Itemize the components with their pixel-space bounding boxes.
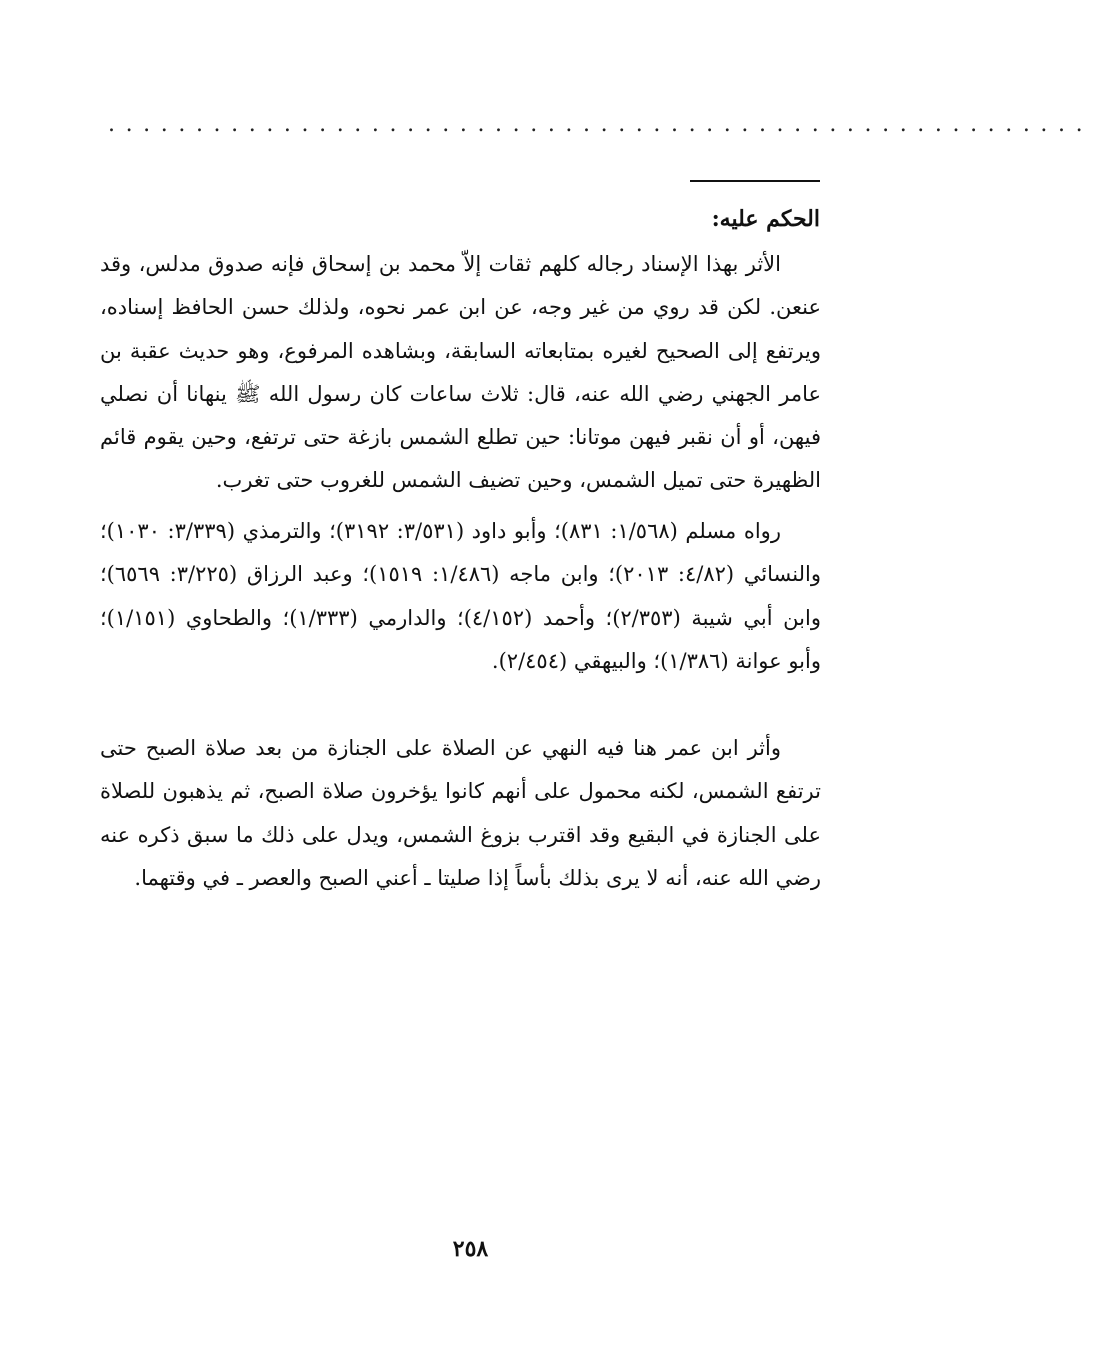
paragraph-text: الأثر بهذا الإسناد رجاله كلهم ثقات إلاّ محمد بن إسحاق فإنه صدوق مدلس، وقد عنعن. لكن قد روي من غير وجه، عن ابن عمر نحوه، ولذلك حسن الحافظ إسناده، ويرتفع إلى الصحيح لغيره بمتابعاته السابقة، وبشاهده المرفوع، وهو حديث عقبة بن عامر الجهني رضي الله عنه، قال: ثلاث ساعات كان رسول الله ﷺ ينهانا أن نصلي فيهن، أو أن نقبر فيهن موتانا: حين تطلع الشمس بازغة حتى ترتفع، وحين يقوم قائم الظهيرة حتى تميل الشمس، وحين تضيف الشمس للغروب حتى تغرب.	[100, 252, 821, 493]
references-paragraph	[100, 510, 821, 683]
ruling-paragraph	[100, 243, 821, 503]
paragraph-text: وأثر ابن عمر هنا فيه النهي عن الصلاة على الجنازة من بعد صلاة الصبح حتى ترتفع الشمس، لكنه محمول على أنهم كانوا يؤخرون صلاة الصبح، ثم يذهبون للصلاة على الجنازة في البقيع وقد اقترب بزوغ الشمس، ويدل على ذلك ما سبق ذكره عنه رضي الله عنه، أنه لا يرى بذلك بأساً إذا صليتا ـ أعني الصبح والعصر ـ في وقتهما.	[100, 736, 821, 890]
footnote-rule	[690, 180, 820, 182]
dotted-separator: ........................................................	[108, 112, 1093, 137]
page-number: ٢٥٨	[452, 1236, 489, 1262]
paragraph-text: رواه مسلم (١/٥٦٨: ٨٣١)؛ وأبو داود (٣/٥٣١: ٣١٩٢)؛ والترمذي (٣/٣٣٩: ١٠٣٠)؛ والنسائي (٤/٨٢: ٢٠١٣)؛ وابن ماجه (١/٤٨٦: ١٥١٩)؛ وعبد الرزاق (٣/٢٢٥: ٦٥٦٩)؛ وابن أبي شيبة (٢/٣٥٣)؛ وأحمد (٤/١٥٢)؛ والدارمي (١/٣٣٣)؛ والطحاوي (١/١٥١)؛ وأبو عوانة (١/٣٨٦)؛ والبيهقي (٢/٤٥٤).	[100, 519, 821, 673]
commentary-paragraph	[100, 727, 821, 900]
section-heading: الحكم عليه:	[711, 206, 820, 232]
